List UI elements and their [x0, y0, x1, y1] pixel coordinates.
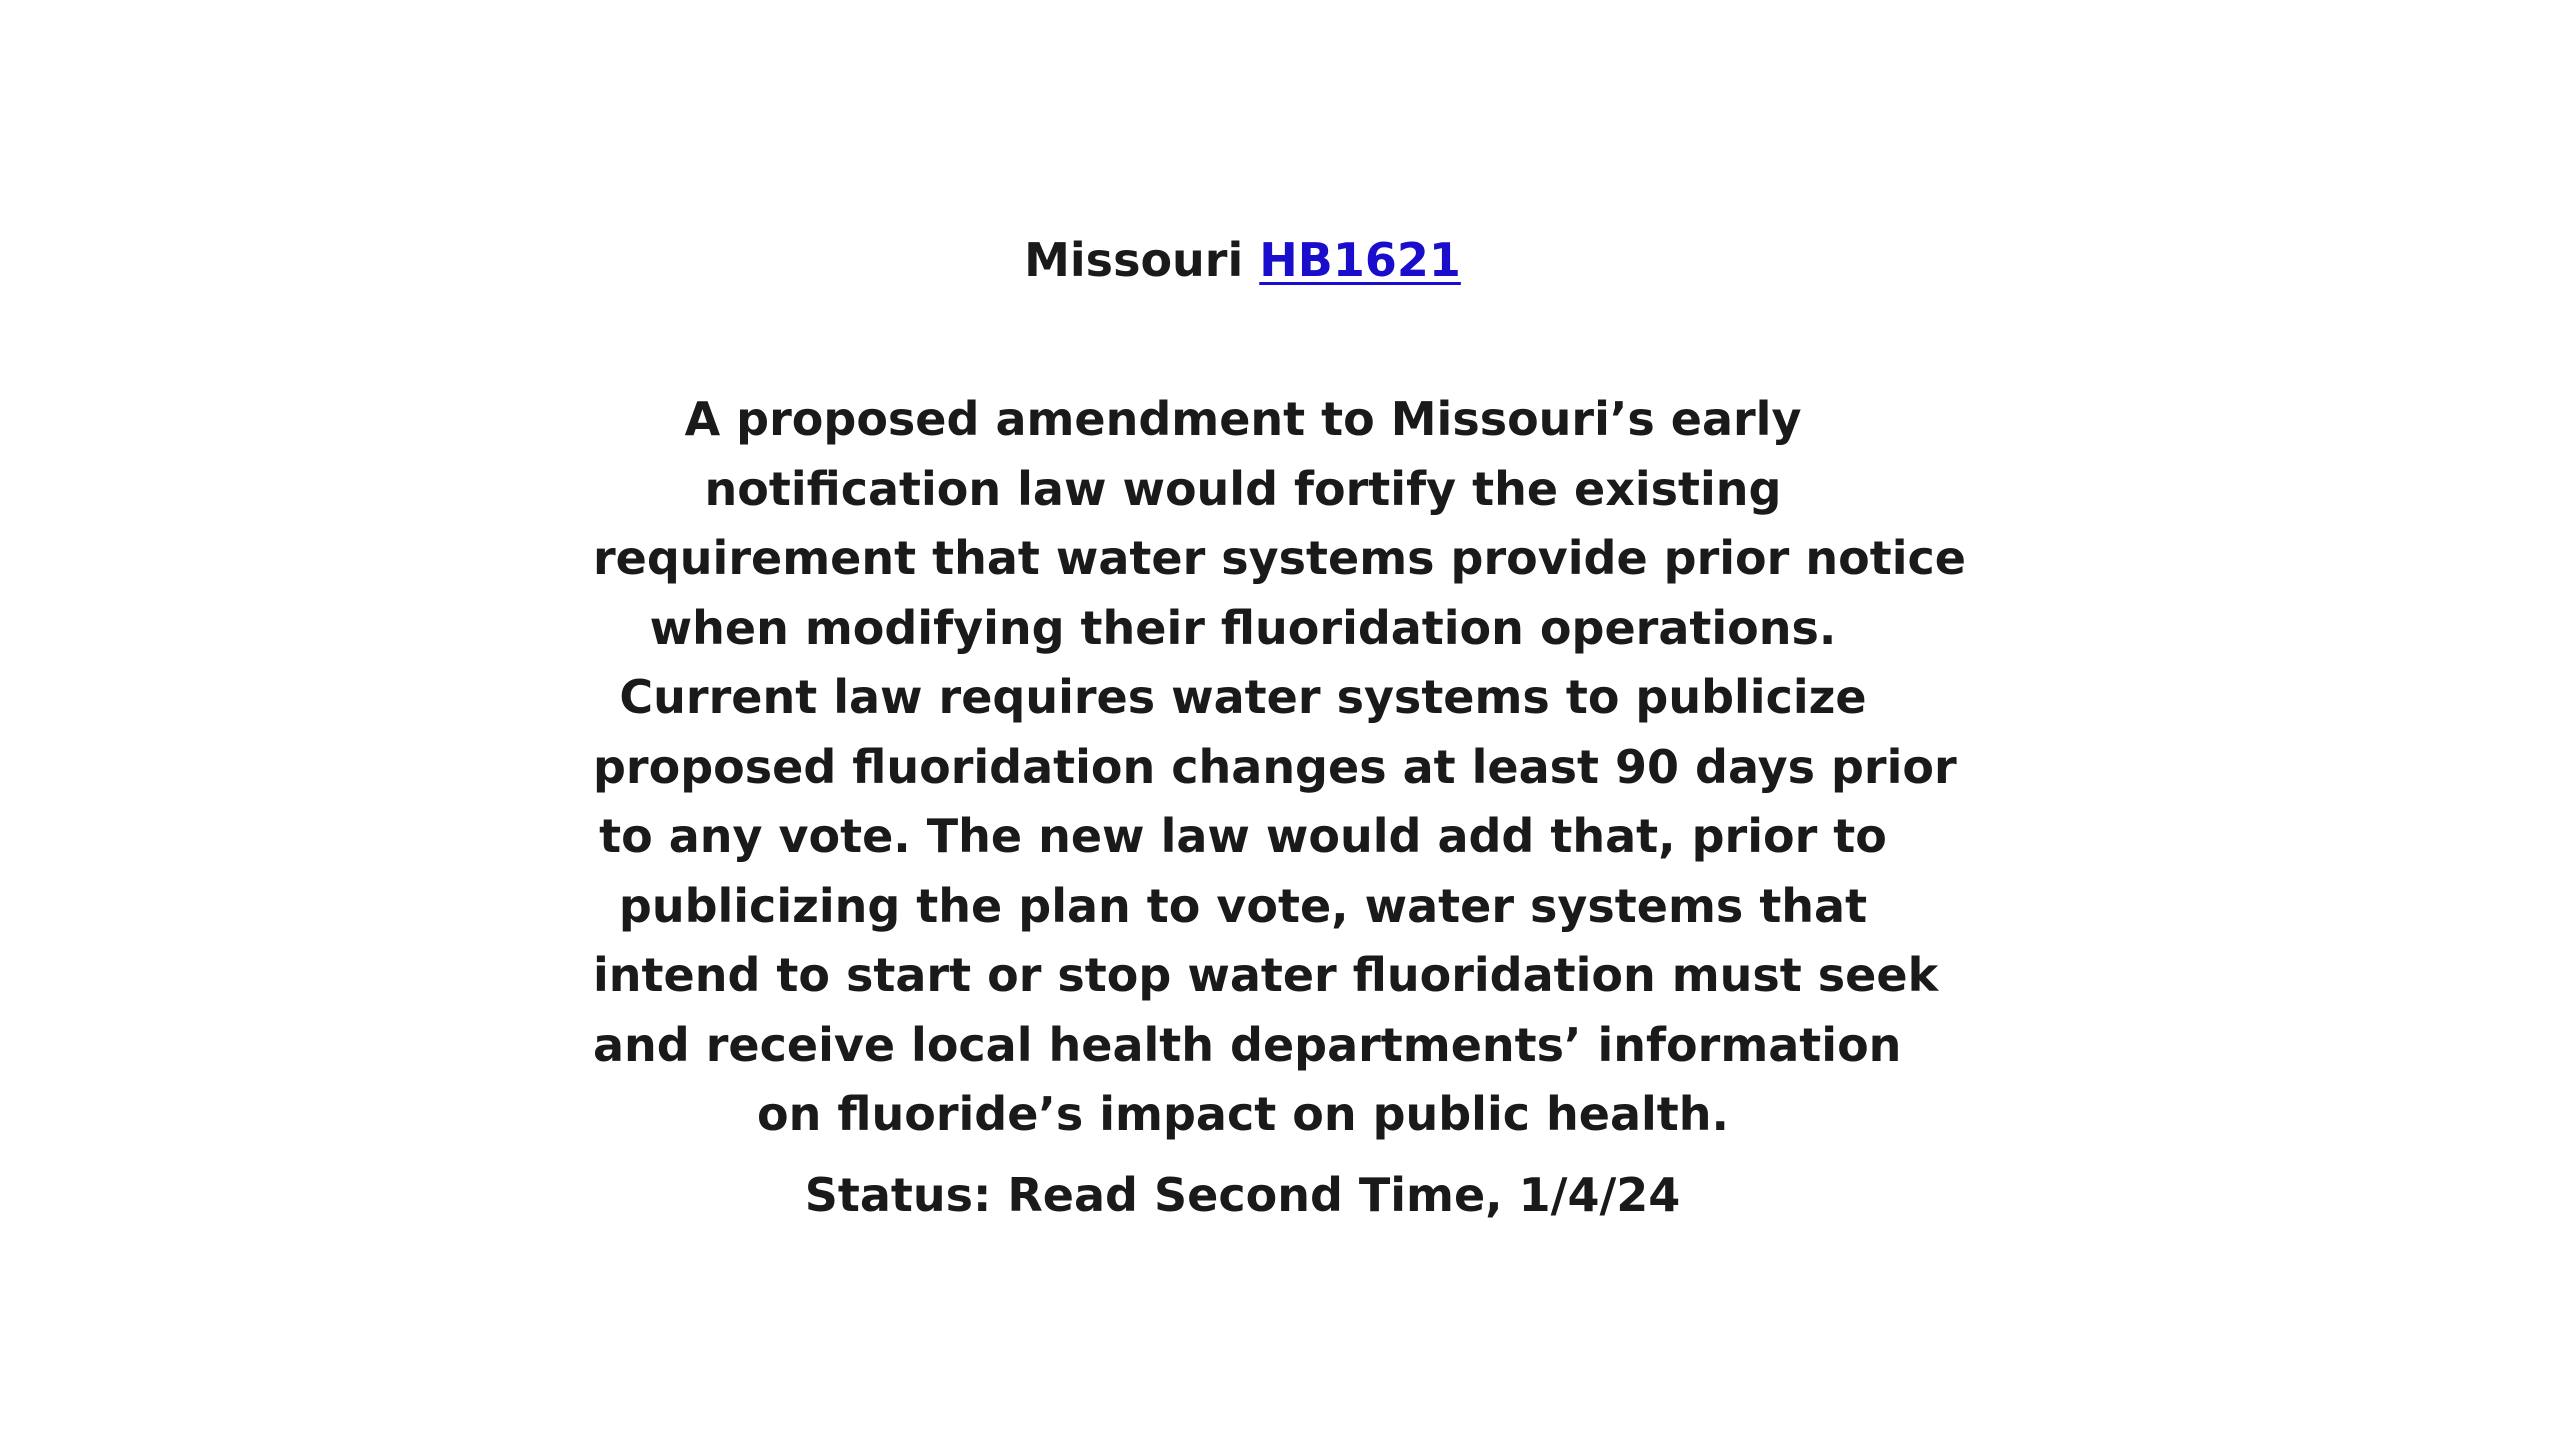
summary-line: intend to start or stop water fluoridation must seek [593, 948, 1939, 1002]
bill-status: Status: Read Second Time, 1/4/24 [804, 1168, 1681, 1222]
slide-title [0, 225, 2485, 295]
summary-line: when modifying their fluoridation operations. [649, 600, 1837, 655]
title-prefix: Missouri [1024, 233, 1244, 287]
summary-line: requirement that water systems provide prior notice [593, 531, 1966, 585]
summary-line: on fluoride’s impact on public health. [757, 1087, 1729, 1141]
summary-line: Current law requires water systems to publicize [619, 670, 1867, 724]
summary-line: A proposed amendment to Missouri’s early [684, 392, 1802, 446]
summary-line: notification law would fortify the existing [704, 461, 1782, 516]
summary-line: and receive local health departments’ information [593, 1017, 1902, 1072]
summary-line: publicizing the plan to vote, water systems that [618, 878, 1868, 933]
summary-line: proposed fluoridation changes at least 90 days prior [593, 739, 1957, 794]
bill-link[interactable]: HB1621 [1259, 233, 1461, 287]
summary-line: to any vote. The new law would add that, prior to [599, 809, 1887, 863]
bill-summary [593, 385, 1966, 1150]
